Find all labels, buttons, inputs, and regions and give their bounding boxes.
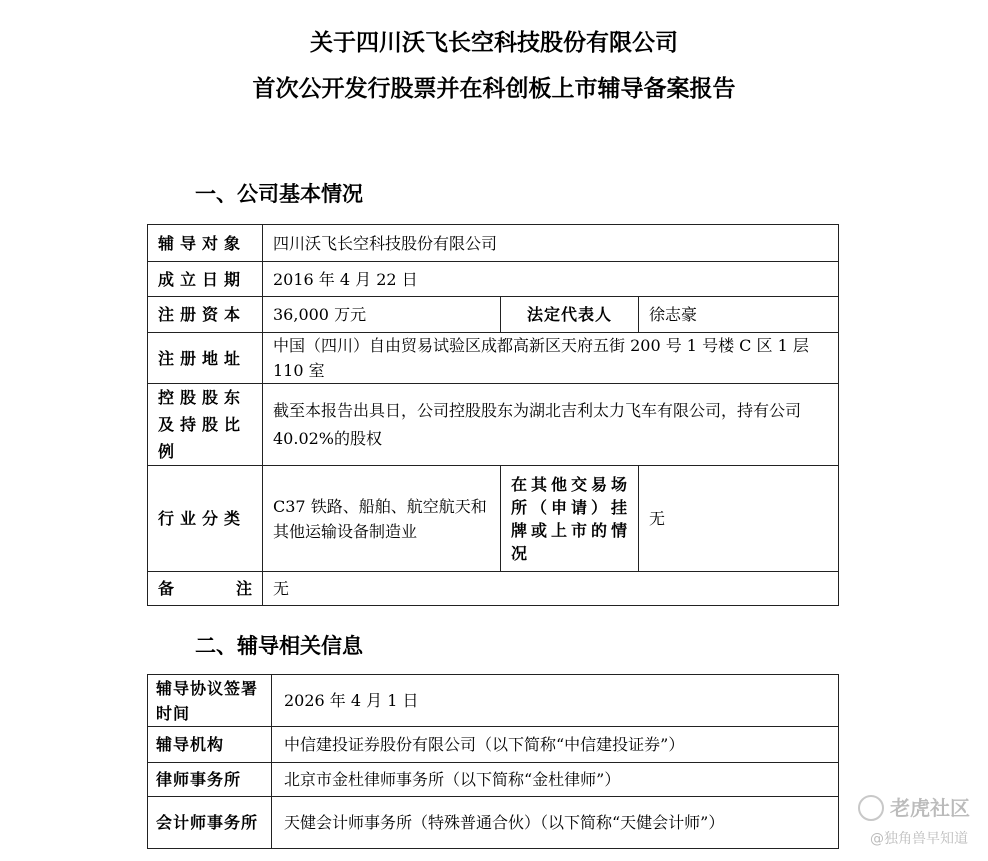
watermark-logo-icon [858, 795, 884, 821]
agreement-label: 辅导协议签署时间 [148, 675, 272, 727]
table-row [148, 675, 839, 727]
watermark-brand-text: 老虎社区 [890, 796, 970, 820]
company-basic-info-table [147, 224, 839, 606]
document-title-line1: 关于四川沃飞长空科技股份有限公司 [310, 30, 678, 56]
address-value: 中国（四川）自由贸易试验区成都高新区天府五街 200 号 1 号楼 C 区 1 层 110 室 [263, 333, 839, 384]
law-firm-label: 律师事务所 [148, 763, 272, 797]
other-listing-label: 在其他交易场所（申请）挂牌或上市的情况 [501, 466, 639, 572]
institution-label: 辅导机构 [148, 727, 272, 763]
founded-label: 成立日期 [148, 262, 263, 297]
watermark-brand [858, 792, 970, 823]
institution-value: 中信建投证券股份有限公司（以下简称“中信建投证券”） [272, 727, 839, 763]
target-value: 四川沃飞长空科技股份有限公司 [263, 225, 839, 262]
section1-heading: 一、公司基本情况 [195, 182, 363, 206]
industry-value: C37 铁路、船舶、航空航天和其他运输设备制造业 [263, 466, 501, 572]
legal-rep-value: 徐志豪 [639, 297, 839, 333]
law-firm-value: 北京市金杜律师事务所（以下简称“金杜律师”） [272, 763, 839, 797]
capital-label: 注册资本 [148, 297, 263, 333]
target-label: 辅导对象 [148, 225, 263, 262]
document-title-line2: 首次公开发行股票并在科创板上市辅导备案报告 [252, 76, 736, 102]
founded-value: 2016 年 4 月 22 日 [263, 262, 839, 297]
accounting-firm-value: 天健会计师事务所（特殊普通合伙）（以下简称“天健会计师”） [272, 797, 839, 849]
capital-value: 36,000 万元 [263, 297, 501, 333]
industry-label: 行业分类 [148, 466, 263, 572]
remark-value: 无 [263, 572, 839, 606]
shareholder-label: 控股股东及持股比例 [148, 384, 263, 466]
remark-label-char1: 备 [158, 579, 175, 598]
table-row [148, 225, 839, 262]
legal-rep-label: 法定代表人 [501, 297, 639, 333]
other-listing-value: 无 [639, 466, 839, 572]
watermark-author: @独角兽早知道 [870, 831, 968, 847]
counseling-info-table [147, 674, 839, 849]
table-row [148, 727, 839, 763]
table-row [148, 297, 839, 333]
table-row [148, 797, 839, 849]
section2-heading: 二、辅导相关信息 [195, 634, 363, 658]
remark-label [148, 572, 263, 606]
table-row [148, 333, 839, 384]
agreement-value: 2026 年 4 月 1 日 [272, 675, 839, 727]
accounting-firm-label: 会计师事务所 [148, 797, 272, 849]
remark-label-char2: 注 [235, 579, 252, 598]
table-row [148, 466, 839, 572]
table-row [148, 763, 839, 797]
shareholder-value: 截至本报告出具日，公司控股股东为湖北吉利太力飞车有限公司，持有公司 40.02%的股权 [263, 384, 839, 466]
table-row [148, 384, 839, 466]
address-label: 注册地址 [148, 333, 263, 384]
table-row [148, 572, 839, 606]
table-row [148, 262, 839, 297]
